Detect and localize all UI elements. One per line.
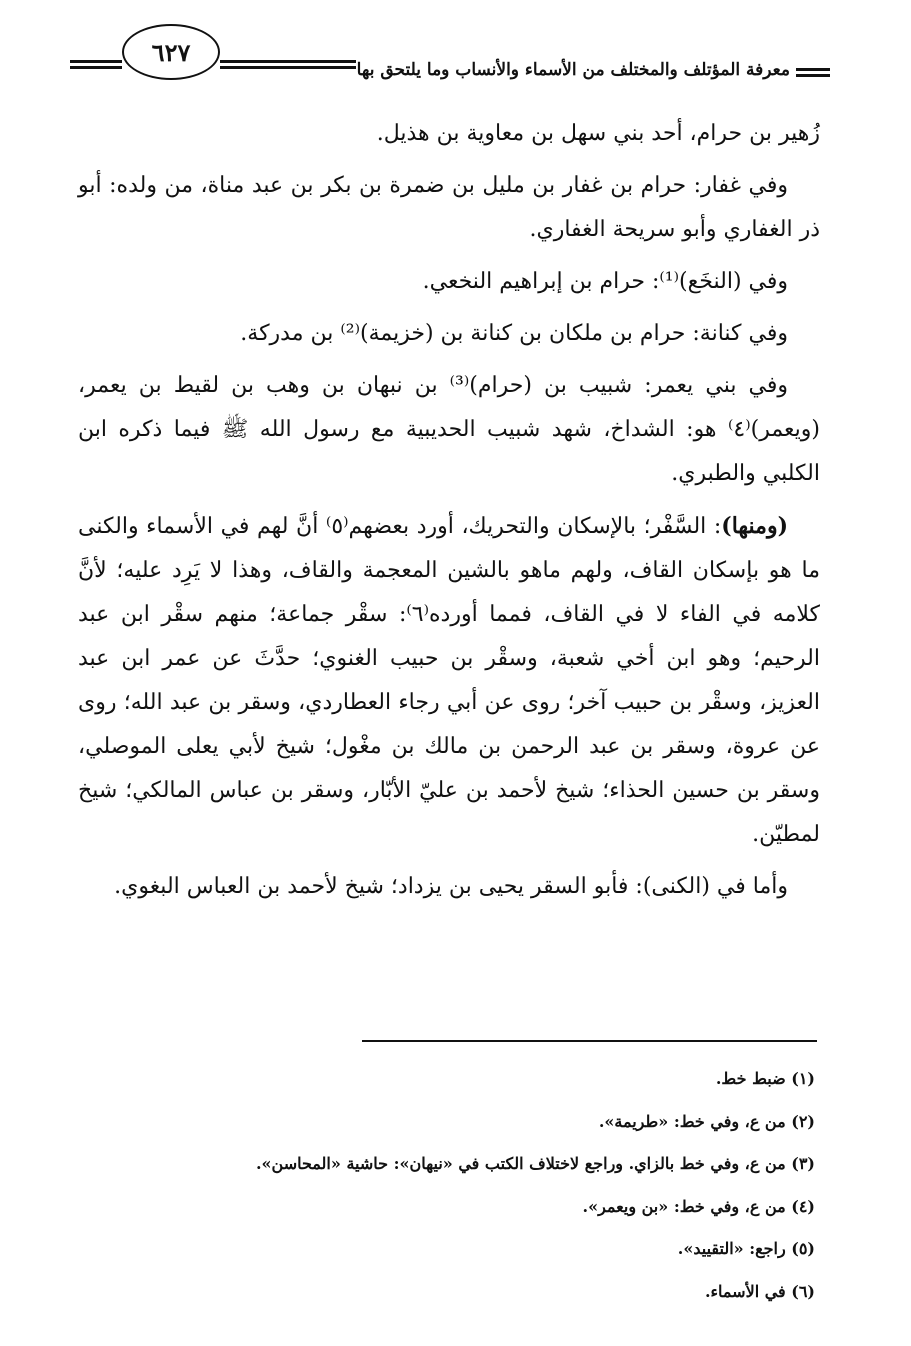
footnote-separator — [362, 1040, 817, 1042]
main-text — [78, 112, 820, 917]
footnote: (٢) من ع، وفي خط: «طريمة». — [598, 1111, 815, 1131]
paragraph — [78, 364, 820, 496]
paragraph — [78, 112, 820, 156]
page-number: ٦٢٧ — [122, 24, 220, 80]
footnote: (٥) راجع: «التقييد». — [677, 1239, 815, 1259]
running-header — [70, 24, 830, 88]
paragraph-text: وفي غفار: حرام بن غفار بن مليل بن ضمرة بن بكر بن عبد مناة، من ولده: أبو ذر الغفاري وأبو سريحة الغفاري. — [78, 173, 820, 242]
paragraph-text: : السَّفْر؛ بالإسكان والتحريك، أورد بعضهم⁽٥⁾ أنَّ لهم في الأسماء والكنى ما هو بإسكان القاف، ولهم ماهو بالشين المعجمة والقاف، وهذا لا يَرِد عليه؛ لأنَّ كلامه في الفاء لا في القاف، فمما أورده⁽٦⁾: سقْر جماعة؛ منهم سقْر ابن عبد الرحيم؛ وهو ابن أخي شعبة، وسقْر بن حبيب الغنوي؛ حدَّثَ عن عمر ابن عبد العزيز، وسقْر بن حبيب آخر؛ روى عن أبي رجاء العطاردي، وسقر بن عبد الله؛ روى عن عروة، وسقر بن عبد الرحمن بن مالك بن مغْول؛ شيخ لأبي يعلى الموصلي، وسقر بن حسين الحذاء؛ شيخ لأحمد بن عليّ الأبّار، وسقر بن عباس المالكي؛ شيخ لمطيّن. — [78, 514, 820, 847]
paragraph-text: وأما في (الكنى): فأبو السقر يحيى بن يزداد؛ شيخ لأحمد بن العباس البغوي. — [114, 874, 788, 899]
paragraph-text: وفي (النخَع)⁽¹⁾: حرام بن إبراهيم النخعي. — [422, 269, 788, 294]
paragraph — [78, 504, 820, 857]
paragraph — [78, 260, 820, 304]
paragraph-lead: (ومنها) — [721, 513, 788, 539]
paragraph-text: زُهير بن حرام، أحد بني سهل بن معاوية بن هذيل. — [376, 121, 820, 146]
header-rule-middle — [220, 60, 356, 69]
footnote: (٦) في الأسماء. — [704, 1281, 815, 1301]
paragraph — [78, 312, 820, 356]
footnote: (٣) من ع، وفي خط بالزاي. وراجع لاختلاف الكتب في «نيهان»: حاشية «المحاسن». — [255, 1154, 815, 1174]
paragraph-text: وفي بني يعمر: شبيب بن (حرام)⁽³⁾ بن نبهان بن وهب بن لقيط بن يعمر، (ويعمر)⁽٤⁾ هو: الشداخ، شهد شبيب الحديبية مع رسول الله ﷺ فيما ذكره ابن الكلبي والطبري. — [78, 373, 820, 486]
footnotes — [95, 1058, 815, 1314]
paragraph — [78, 164, 820, 252]
footnote: (٤) من ع، وفي خط: «بن ويعمر». — [582, 1196, 815, 1216]
header-rule-left — [70, 60, 122, 69]
paragraph-text: وفي كنانة: حرام بن ملكان بن كنانة بن (خزيمة)⁽²⁾ بن مدركة. — [240, 321, 788, 346]
paragraph — [78, 865, 820, 909]
footnote: (١) ضبط خط. — [715, 1069, 815, 1088]
header-title: معرفة المؤتلف والمختلف من الأسماء والأنساب وما يلتحق بها — [356, 60, 790, 80]
header-rule-right — [796, 68, 830, 77]
